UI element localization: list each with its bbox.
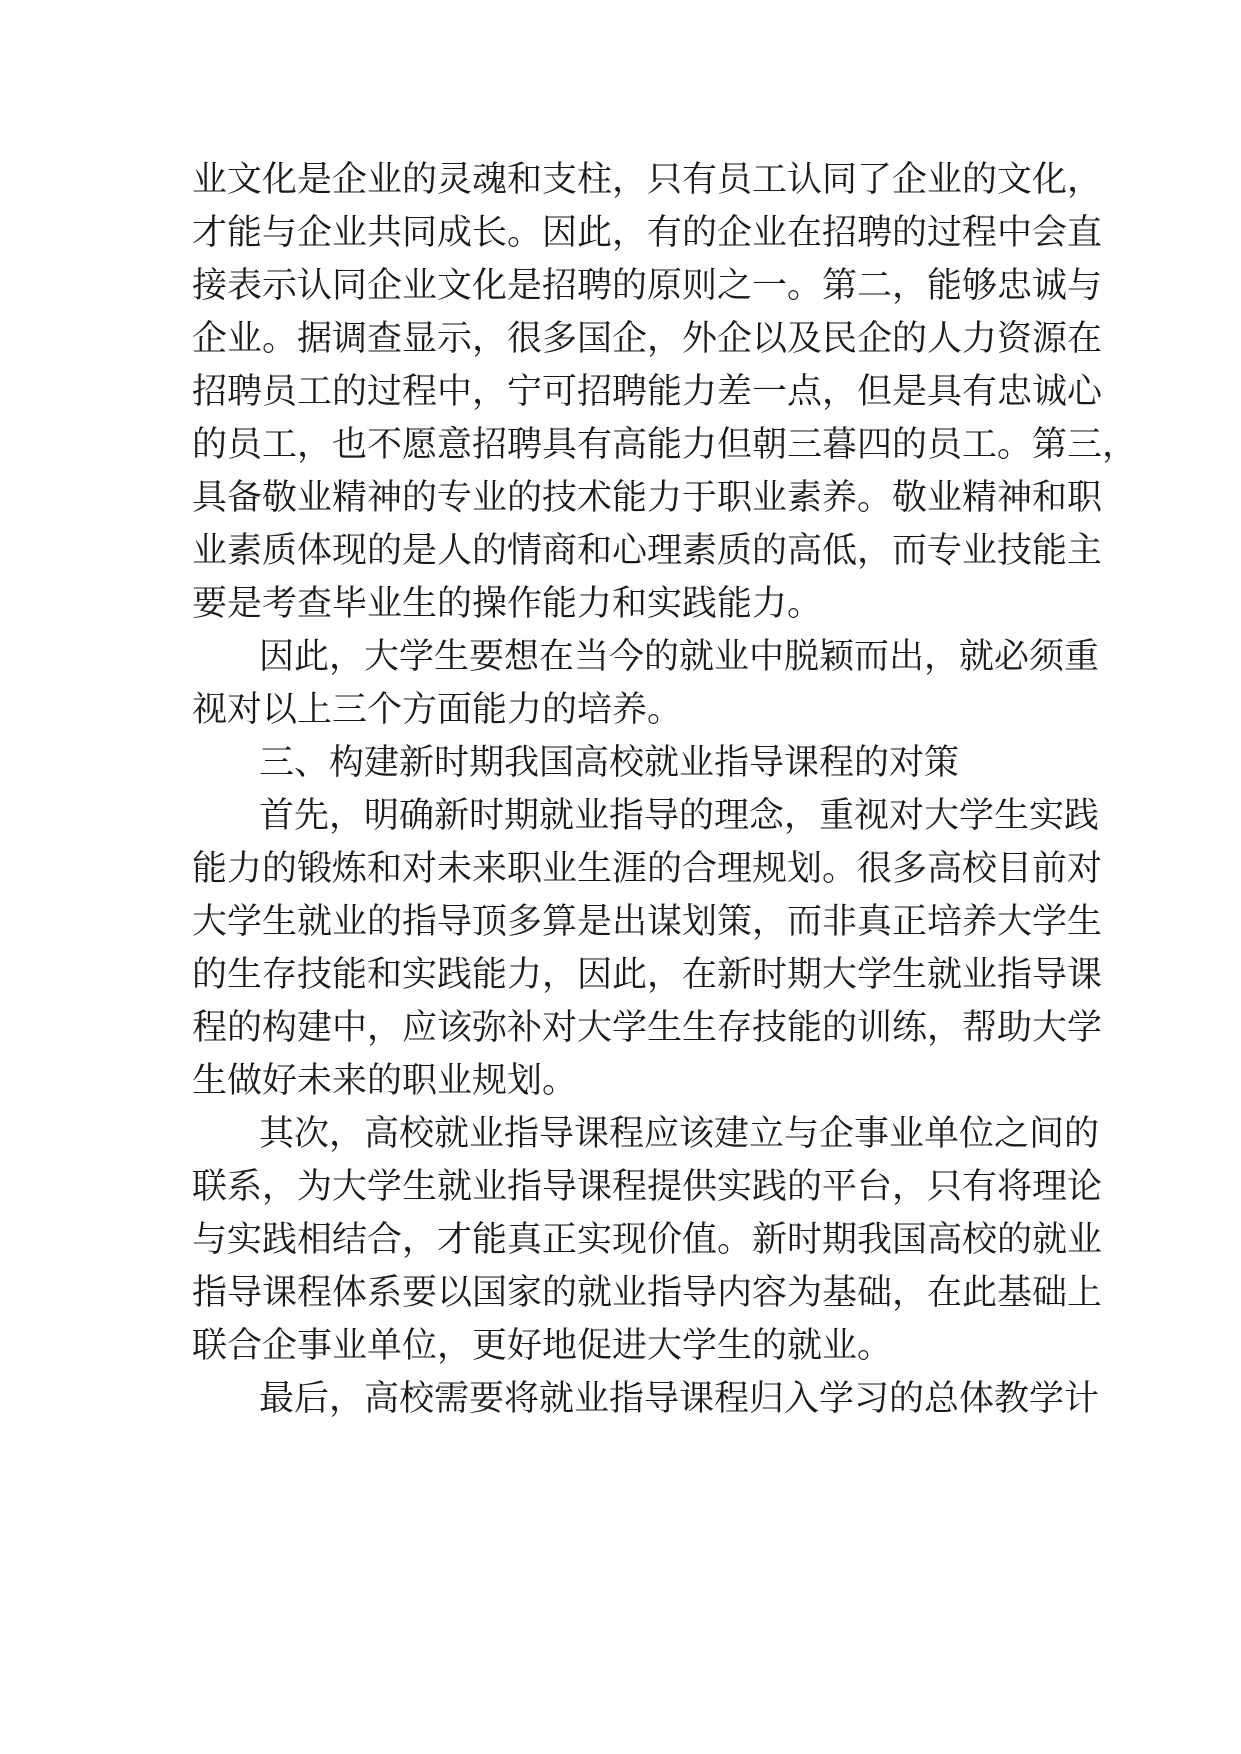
text-line: 能力的锻炼和对未来职业生涯的合理规划。很多高校目前对 [192, 849, 1103, 889]
text-line: 的生存技能和实践能力，因此，在新时期大学生就业指导课 [192, 955, 1103, 995]
text-line: 联系，为大学生就业指导课程提供实践的平台，只有将理论 [192, 1167, 1103, 1207]
text-line: 企业。据调查显示，很多国企，外企以及民企的人力资源在 [192, 319, 1103, 359]
text-line: 才能与企业共同成长。因此，有的企业在招聘的过程中会直 [192, 213, 1103, 253]
text-line: 接表示认同企业文化是招聘的原则之一。第二，能够忠诚与 [192, 266, 1103, 306]
text-line: 程的构建中，应该弥补对大学生生存技能的训练，帮助大学 [192, 1008, 1103, 1048]
text-line: 具备敬业精神的专业的技术能力于职业素养。敬业精神和职 [192, 478, 1103, 518]
text-line: 与实践相结合，才能真正实现价值。新时期我国高校的就业 [192, 1220, 1103, 1260]
text-line: 视对以上三个方面能力的培养。 [192, 690, 683, 730]
text-line: 招聘员工的过程中，宁可招聘能力差一点，但是具有忠诚心 [192, 372, 1103, 412]
section-heading: 三、构建新时期我国高校就业指导课程的对策 [259, 743, 960, 783]
text-line: 联合企事业单位，更好地促进大学生的就业。 [192, 1326, 893, 1366]
text-line: 的员工，也不愿意招聘具有高能力但朝三暮四的员工。第三， [192, 425, 1138, 465]
text-line: 指导课程体系要以国家的就业指导内容为基础，在此基础上 [192, 1273, 1103, 1313]
paragraph-first-line: 因此，大学生要想在当今的就业中脱颖而出，就必须重 [259, 637, 1100, 677]
paragraph-first-line: 最后，高校需要将就业指导课程归入学习的总体教学计 [259, 1379, 1100, 1419]
text-line: 生做好未来的职业规划。 [192, 1061, 578, 1101]
text-line: 业素质体现的是人的情商和心理素质的高低，而专业技能主 [192, 531, 1103, 571]
paragraph-first-line: 首先，明确新时期就业指导的理念，重视对大学生实践 [259, 796, 1100, 836]
text-line: 要是考查毕业生的操作能力和实践能力。 [192, 584, 823, 624]
paragraph-first-line: 其次，高校就业指导课程应该建立与企事业单位之间的 [259, 1114, 1100, 1154]
text-line: 业文化是企业的灵魂和支柱，只有员工认同了企业的文化， [192, 160, 1103, 200]
text-line: 大学生就业的指导顶多算是出谋划策，而非真正培养大学生 [192, 902, 1103, 942]
